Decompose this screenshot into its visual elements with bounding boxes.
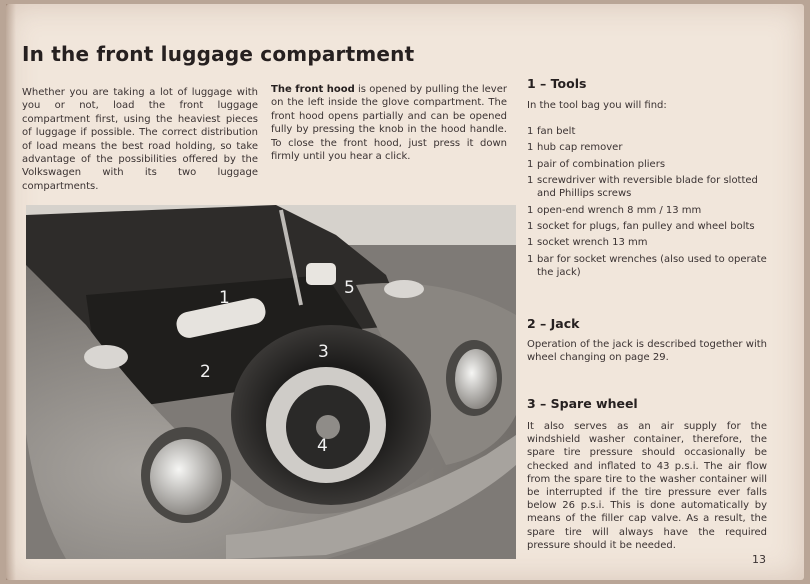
front-hood-paragraph bbox=[271, 83, 507, 163]
jack-paragraph: Operation of the jack is described together with wheel changing on page 29. bbox=[527, 339, 767, 364]
callout-4: 4 bbox=[317, 436, 328, 456]
item-qty: 1 bbox=[527, 253, 534, 265]
jack-heading: 2 – Jack bbox=[527, 316, 580, 331]
list-item bbox=[527, 236, 767, 249]
item-qty: 1 bbox=[527, 220, 534, 232]
spare-wheel-heading: 3 – Spare wheel bbox=[527, 396, 638, 411]
right-indicator-light bbox=[384, 280, 424, 298]
callout-5: 5 bbox=[344, 278, 355, 298]
callout-2: 2 bbox=[200, 362, 211, 382]
item-text: socket for plugs, fan pulley and wheel bolts bbox=[537, 220, 755, 232]
item-qty: 1 bbox=[527, 237, 534, 249]
item-qty: 1 bbox=[527, 126, 534, 137]
front-hood-lead: The front hood bbox=[271, 84, 355, 95]
car-front-compartment-photo bbox=[26, 205, 516, 559]
item-text: fan belt bbox=[537, 126, 576, 137]
item-text: socket wrench 13 mm bbox=[537, 237, 648, 249]
manual-page bbox=[6, 4, 804, 580]
right-headlamp-icon bbox=[455, 349, 497, 409]
item-text: open-end wrench 8 mm / 13 mm bbox=[537, 204, 702, 216]
list-item bbox=[527, 174, 767, 200]
tools-heading: 1 – Tools bbox=[527, 76, 587, 91]
list-item bbox=[527, 125, 767, 138]
item-qty: 1 bbox=[527, 142, 534, 154]
tools-list bbox=[527, 125, 767, 282]
page-number: 13 bbox=[752, 553, 766, 566]
callout-3: 3 bbox=[318, 342, 329, 362]
list-item bbox=[527, 141, 767, 154]
item-qty: 1 bbox=[527, 175, 534, 187]
left-headlamp-icon bbox=[150, 439, 222, 515]
page-spine-shadow bbox=[6, 4, 16, 580]
page-title: In the front luggage compartment bbox=[22, 42, 415, 66]
item-text: screwdriver with reversible blade for slotted and Phillips screws bbox=[537, 175, 758, 200]
photo-illustration bbox=[26, 205, 516, 559]
item-text: bar for socket wrenches (also used to operate the jack) bbox=[537, 253, 767, 278]
item-qty: 1 bbox=[527, 204, 534, 216]
left-indicator-light bbox=[84, 345, 128, 369]
list-item bbox=[527, 220, 767, 233]
front-hood-body: is opened by pulling the lever on the left inside the glove compartment. The front hood opens partially and can be opened fully by pressing the knob in the hood handle. To close the front hood, just press it down firmly until you hear a click. bbox=[271, 84, 507, 163]
item-qty: 1 bbox=[527, 158, 534, 170]
intro-paragraph: Whether you are taking a lot of luggage with you or not, load the front luggage compartment first, using the heaviest pieces of luggage if possible. The correct distribution of load means the best road holding, so take advantage of the possibilities offered by the Volkswagen with its two luggage compartments. bbox=[22, 87, 258, 192]
tools-intro: In the tool bag you will find: bbox=[527, 100, 667, 111]
list-item bbox=[527, 204, 767, 217]
spare-wheel-paragraph: It also serves as an air supply for the windshield washer container, therefore, the spare tire pressure should occasionally be checked and inflated to 43 p.s.i. The air flow from the spare tire to the washer container will be interrupted if the tire pressure ever falls below 26 p.s.i. This is done automatically by means of the filler cap valve. As a result, the spare tire will always have the required pressure should it be needed. bbox=[527, 421, 767, 551]
list-item bbox=[527, 158, 767, 171]
item-text: hub cap remover bbox=[537, 142, 623, 154]
item-text: pair of combination pliers bbox=[537, 158, 666, 170]
callout-1: 1 bbox=[219, 288, 230, 308]
washer-container-icon bbox=[306, 263, 336, 285]
list-item bbox=[527, 253, 767, 279]
